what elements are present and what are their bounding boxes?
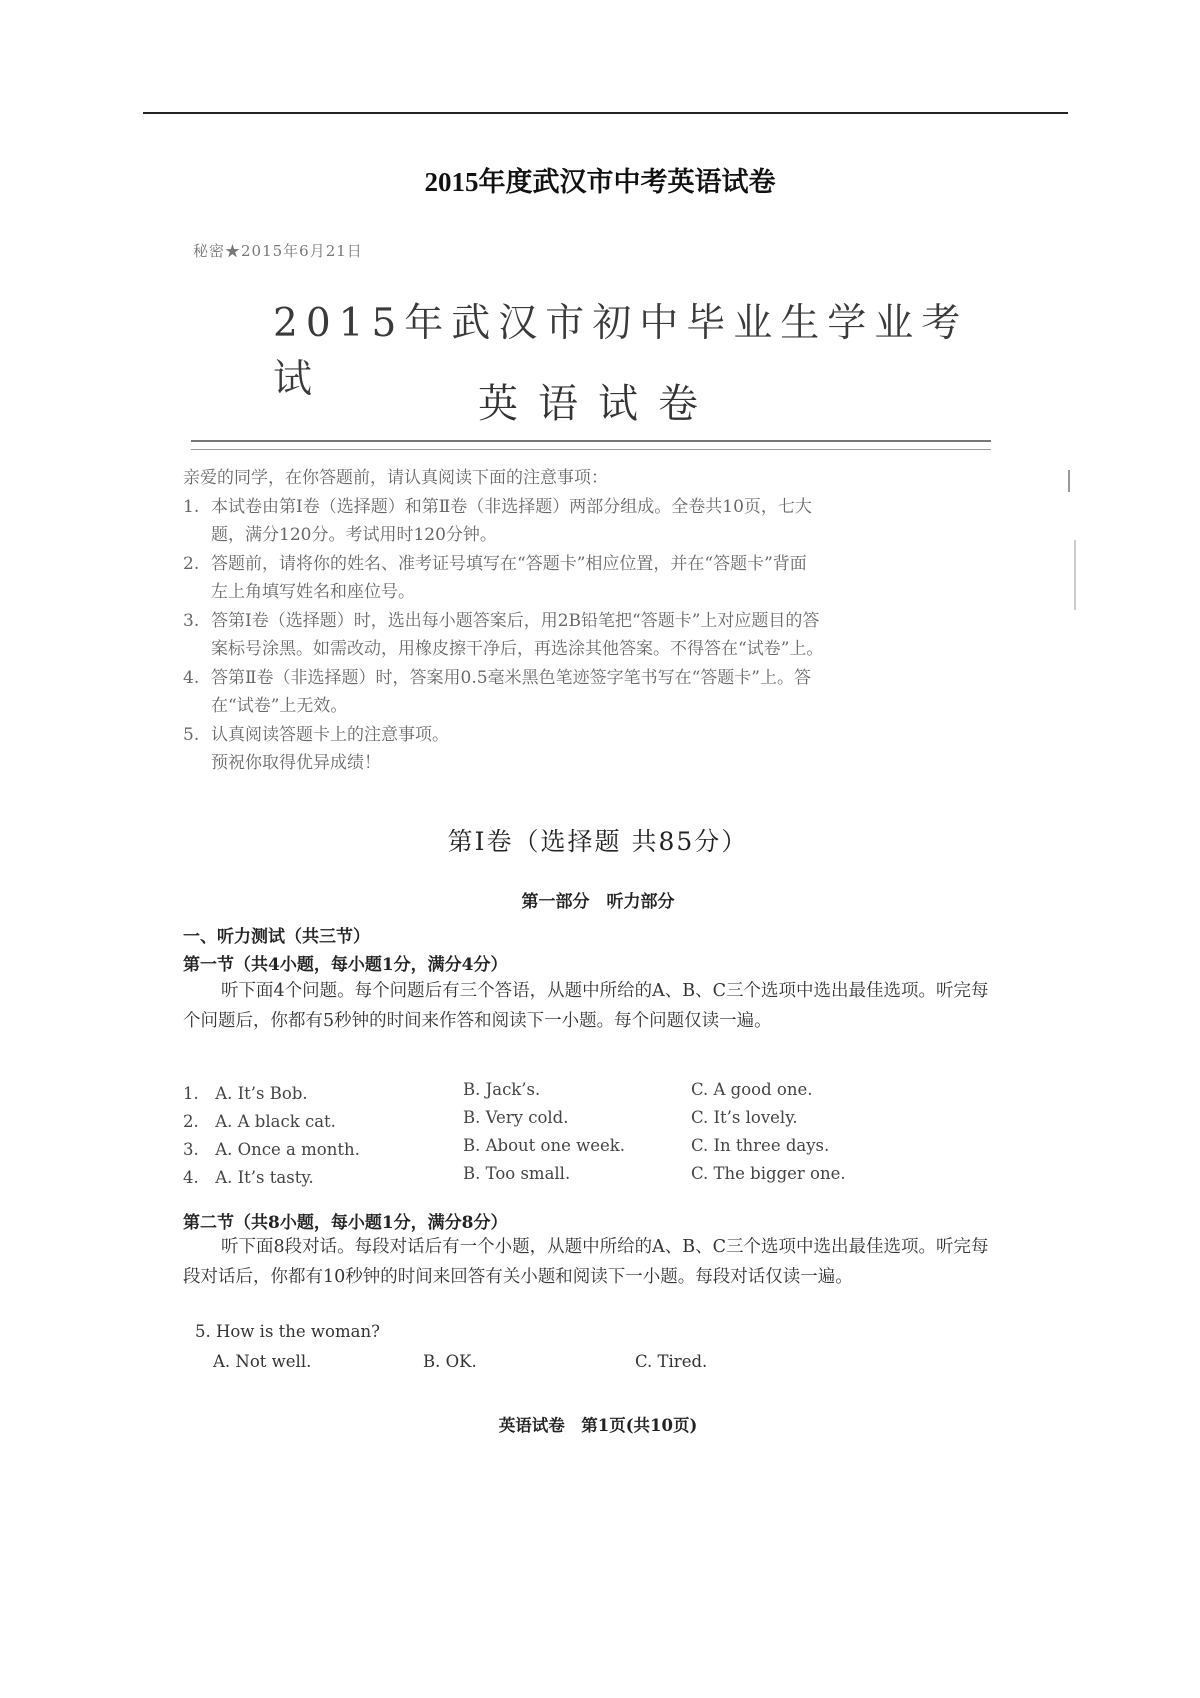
section1-title: 第一节（共4小题，每小题1分，满分4分） [183,955,508,975]
option-b: B. Jack’s. [463,1080,541,1099]
section1-instructions: 听下面4个问题。每个问题后有三个答语，从题中所给的A、B、C三个选项中选出最佳选项。听完每个问题后，你都有5秒钟的时间来作答和阅读下一小题。每个问题仅读一遍。 [183,981,989,1031]
option-c: C. In three days. [691,1136,830,1155]
scan-edge-mark [1068,470,1070,492]
option-c: C. A good one. [691,1080,813,1099]
option-b: B. OK. [423,1352,477,1371]
notice-intro: 亲爱的同学，在你答题前，请认真阅读下面的注意事项： [183,468,608,488]
notice-item [183,550,983,607]
document-title: 2015年度武汉市中考英语试卷 [424,167,776,197]
notice-item [183,493,983,550]
option-a: A. Not well. [213,1352,312,1371]
section-heading: 第一部分 听力部分 [521,892,675,912]
option-b: B. About one week. [463,1136,625,1155]
notice-item-line: 答第Ⅱ卷（非选择题）时，答案用0.5毫米黑色笔迹签字笔书写在“答题卡”上。答 [211,667,811,688]
listening-title: 一、听力测试（共三节） [183,927,370,947]
scanned-exam-page [183,232,1013,1462]
notice-item [183,721,983,778]
question-row [183,1164,1013,1192]
notice-item-line: 题，满分120分。考试用时120分钟。 [211,525,497,545]
secret-date-line: 秘密★2015年6月21日 [193,242,363,260]
question-stem: 5. How is the woman? [195,1322,380,1341]
notice-item-line: 答题前，请将你的姓名、准考证号填写在“答题卡”相应位置，并在“答题卡”背面 [211,553,807,574]
exam-notice [183,464,983,778]
question-row [183,1352,1013,1380]
notice-item-number: 3. [183,610,200,631]
option-a: 2. A. A black cat. [183,1112,336,1131]
option-c: C. Tired. [635,1352,708,1371]
top-divider [143,112,1068,114]
option-c: C. The bigger one. [691,1164,846,1183]
option-b: B. Too small. [463,1164,571,1183]
notice-item-line: 本试卷由第Ⅰ卷（选择题）和第Ⅱ卷（非选择题）两部分组成。全卷共10页，七大 [211,496,812,517]
exam-title: 2015年武汉市初中毕业生学业考试 [273,301,969,402]
option-a: 3. A. Once a month. [183,1140,360,1159]
notice-item-number: 5. [183,724,200,745]
question-row [183,1108,1013,1136]
notice-item-number: 4. [183,667,200,688]
part-heading: 第Ⅰ卷（选择题 共85分） [447,827,749,856]
paper-title: 英语试卷 [478,381,718,427]
notice-item-line: 在“试卷”上无效。 [211,696,348,716]
notice-item [183,607,983,664]
title-divider [191,440,991,450]
option-b: B. Very cold. [463,1108,569,1127]
option-a: 1. A. It’s Bob. [183,1084,308,1103]
notice-item [183,664,983,721]
section2-instructions: 听下面8段对话。每段对话后有一个小题，从题中所给的A、B、C三个选项中选出最佳选项。听完每段对话后，你都有10秒钟的时间来回答有关小题和阅读下一小题。每段对话仅读一遍。 [183,1237,989,1287]
section2-title: 第二节（共8小题，每小题1分，满分8分） [183,1213,508,1233]
page-footer: 英语试卷 第1页(共10页) [498,1416,698,1435]
option-a: 4. A. It’s tasty. [183,1168,314,1187]
question-row [183,1136,1013,1164]
notice-item-line: 答第Ⅰ卷（选择题）时，选出每小题答案后，用2B铅笔把“答题卡”上对应题目的答 [211,610,820,631]
notice-item-line: 认真阅读答题卡上的注意事项。 [211,724,449,745]
question-row [183,1080,1013,1108]
notice-item-number: 1. [183,496,200,517]
scan-edge-mark [1074,540,1076,610]
option-c: C. It’s lovely. [691,1108,798,1127]
notice-item-line: 预祝你取得优异成绩！ [211,753,381,773]
notice-item-number: 2. [183,553,200,574]
notice-item-line: 案标号涂黑。如需改动，用橡皮擦干净后，再选涂其他答案。不得答在“试卷”上。 [211,639,824,659]
notice-item-line: 左上角填写姓名和座位号。 [211,582,415,602]
